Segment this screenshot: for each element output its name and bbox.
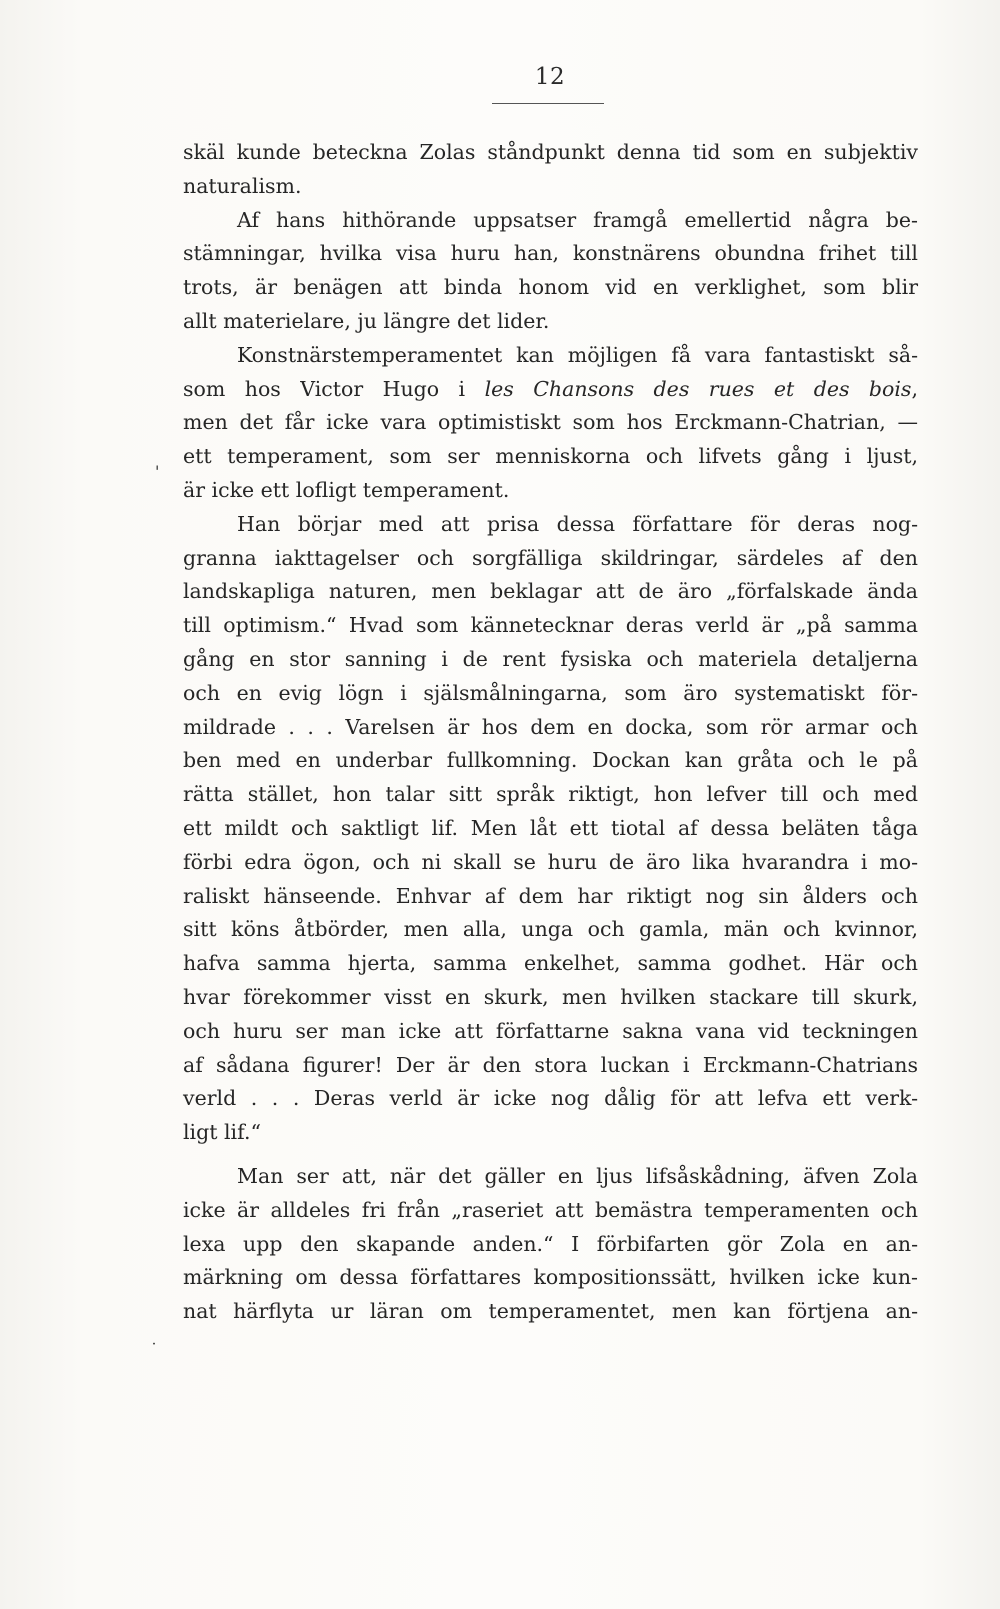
paragraph [183,508,918,1150]
paragraph [183,204,918,339]
text-line: märkning om dessa författares kompositionssätt, hvilken icke kun- [183,1265,918,1290]
text-line: af sådana figurer! Der är den stora luckan i Erckmann-Chatrians [183,1052,918,1077]
text-line: gång en stor sanning i de rent fysiska och materiela detaljerna [183,646,918,671]
page-number: 12 [534,64,566,90]
paragraph [183,339,918,508]
text-run: , [911,376,918,401]
text-line: rätta stället, hon talar sitt språk riktigt, hon lefver till och med [183,782,918,807]
header-rule [492,103,604,104]
text-line: nat härflyta ur läran om temperamentet, men kan förtjena an- [183,1299,918,1324]
text-line: landskapliga naturen, men beklagar att de äro „förfalskade ända [183,579,918,604]
text-line: till optimism.“ Hvad som kännetecknar deras verld är „på samma [183,613,918,638]
text-line: och en evig lögn i själsmålningarna, som äro systematiskt för- [183,680,918,705]
margin-speck: ˙ [150,1340,158,1359]
text-line: ett mildt och saktligt lif. Men låt ett tiotal af dessa beläten tåga [183,815,918,840]
text-line: ligt lif.“ [183,1120,261,1145]
body-text [183,136,918,1329]
text-line: är icke ett lofligt temperament. [183,477,510,502]
text-line: stämningar, hvilka visa huru han, konstnärens obundna frihet till [183,241,918,266]
text-line: Konstnärstemperamentet kan möjligen få vara fantastiskt så- [237,342,918,367]
paragraph [183,1160,918,1329]
text-line: lexa upp den skapande anden.“ I förbifarten gör Zola en an- [183,1231,918,1256]
text-line: skäl kunde beteckna Zolas ståndpunkt denna tid som en subjektiv [183,140,918,164]
text-line: ett temperament, som ser menniskorna och lifvets gång i ljust, [183,444,918,469]
text-line: Man ser att, när det gäller en ljus lifsåskådning, äfven Zola [237,1163,918,1188]
text-line: förbi edra ögon, och ni skall se huru de äro lika hvarandra i mo- [183,849,918,874]
text-line: Han börjar med att prisa dessa författare för deras nog- [237,511,918,536]
text-line: Af hans hithörande uppsatser framgå emellertid några be- [237,207,918,232]
text-line: verld . . . Deras verld är icke nog dålig för att lefva ett verk- [183,1086,918,1111]
text-line: naturalism. [183,173,302,198]
text-line: och huru ser man icke att författarne sakna vana vid teckningen [183,1018,918,1043]
text-line: sitt köns åtbörder, men alla, unga och gamla, män och kvinnor, [183,917,918,942]
text-line: allt materielare, ju längre det lider. [183,308,550,333]
margin-speck: ' [155,462,160,481]
text-line [183,373,918,407]
text-line: trots, är benägen att binda honom vid en verklighet, som blir [183,275,918,300]
text-line: raliskt hänseende. Enhvar af dem har riktigt nog sin ålders och [183,883,918,908]
text-line: icke är alldeles fri från „raseriet att bemästra temperamenten och [183,1197,918,1222]
text-line: hafva samma hjerta, samma enkelhet, samma godhet. Här och [183,951,918,976]
text-run: som hos Victor Hugo i [183,376,485,401]
text-line: granna iakttagelser och sorgfälliga skildringar, särdeles af den [183,545,918,570]
paragraph [183,136,918,204]
italic-title: les Chansons des rues et des bois [484,376,912,401]
paragraph-gap [183,1150,918,1160]
text-line: ben med en underbar fullkomning. Dockan kan gråta och le på [183,748,918,773]
text-line: men det får icke vara optimistiskt som hos Erckmann-Chatrian, — [183,410,918,435]
text-line: hvar förekommer visst en skurk, men hvilken stackare till skurk, [183,984,918,1009]
text-line: mildrade . . . Varelsen är hos dem en docka, som rör armar och [183,714,918,739]
